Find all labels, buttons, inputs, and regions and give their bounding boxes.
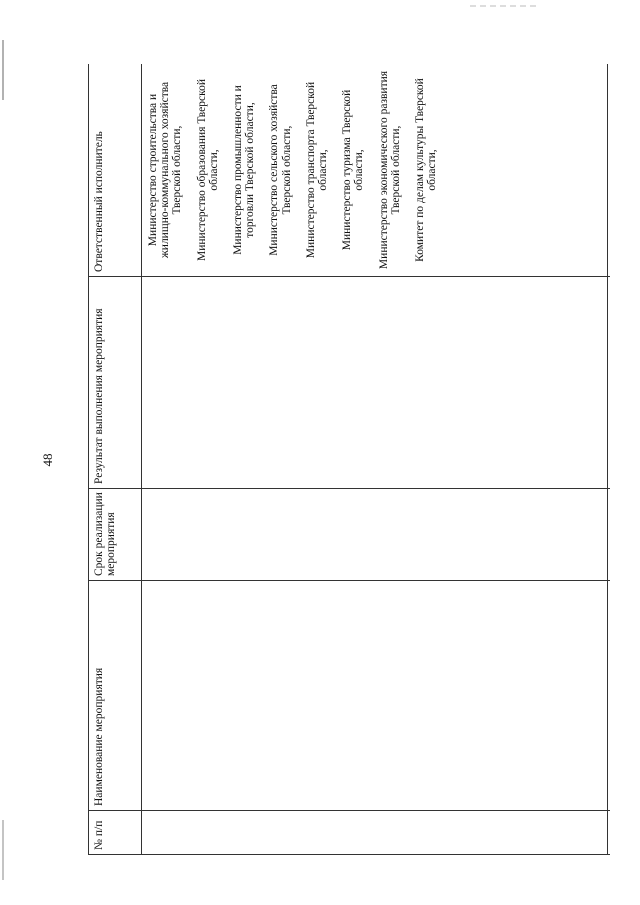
header-executor: Ответственный исполнитель (89, 64, 142, 277)
cell-term (142, 489, 608, 581)
table-row (608, 64, 611, 855)
executor-item: Министерство туризма Тверской области, (341, 89, 366, 251)
executor-item: Министерство транспорта Тверской области, (304, 81, 330, 259)
cell-name (608, 581, 611, 811)
cell-term (608, 489, 611, 581)
executor-item: Министерство образования Тверской области, (195, 79, 220, 261)
cell-num (608, 811, 611, 855)
executor-item: Министерство экономического развития Тверской области, (377, 70, 402, 270)
cell-result (142, 277, 608, 489)
table-row (142, 64, 608, 855)
cell-num (142, 811, 608, 855)
header-num: № п/п (89, 811, 142, 855)
cell-result (608, 277, 611, 489)
cell-executor (608, 64, 611, 277)
header-result: Результат выполнения мероприятия (89, 277, 142, 489)
executor-item: Министерство сельского хозяйства Тверской области, (268, 84, 293, 256)
page-number: 48 (40, 453, 55, 467)
executor-list (142, 64, 438, 276)
executor-item: Министерство промышленности и торговли Тверской области, (232, 85, 257, 255)
rotated-table-wrapper (88, 64, 610, 855)
header-term: Срок реализации мероприятия (89, 489, 142, 581)
executor-item: Министерство строительства и жилищно-коммунального хозяйства Тверской области, (147, 81, 184, 259)
cell-name (142, 581, 608, 811)
cell-executor (142, 64, 608, 277)
table-frame (88, 64, 610, 855)
executor-item: Комитет по делам культуры Тверской области, (414, 78, 439, 262)
table-header-row (89, 64, 142, 855)
measures-table (88, 64, 610, 855)
header-name: Наименование мероприятия (89, 581, 142, 811)
